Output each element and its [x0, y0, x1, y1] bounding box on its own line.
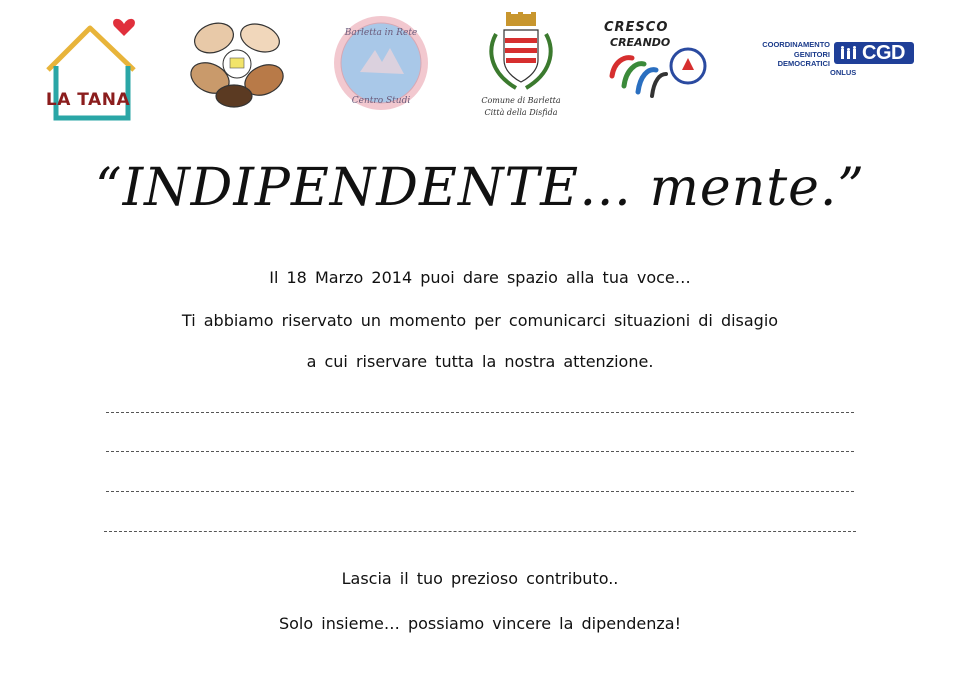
- cgd-text-block: [750, 40, 830, 69]
- write-line[interactable]: [106, 412, 854, 413]
- cgd-onlus: ONLUS: [830, 68, 857, 77]
- write-line[interactable]: [104, 531, 856, 532]
- intro-line-1: Il 18 Marzo 2014 puoi dare spazio alla tua voce…: [269, 268, 691, 287]
- logo-bar: [0, 0, 960, 130]
- closing-line-2: Solo insieme… possiamo vincere la dipendenza!: [278, 614, 681, 633]
- la-tana-logo: [42, 14, 142, 122]
- write-line[interactable]: [106, 491, 854, 492]
- cgd-logo: [750, 38, 920, 82]
- coat-of-arms-icon: [476, 12, 566, 96]
- intro-line-2: Ti abbiamo riservato un momento per comunicarci situazioni di disagio: [181, 311, 779, 330]
- cgd-line1: COORDINAMENTO: [762, 40, 830, 49]
- closing-line-1: Lascia il tuo prezioso contributo..: [341, 569, 619, 588]
- cresco-creando-logo: [598, 18, 710, 100]
- page-title: “INDIPENDENTE… mente.”: [95, 158, 865, 218]
- comune-text-line1: Comune di Barletta: [481, 96, 561, 105]
- cgd-line2: GENITORI: [793, 49, 830, 59]
- cresco-text-line1: CRESCO: [604, 20, 669, 35]
- comune-text-line2: Città della Disfida: [484, 108, 558, 117]
- heart-icon: [113, 19, 135, 36]
- write-line[interactable]: [106, 451, 854, 452]
- hands-icon: [186, 18, 288, 110]
- rete-text-bottom: Centro Studi: [351, 96, 411, 106]
- comune-barletta-logo: [476, 12, 566, 118]
- barletta-in-rete-logo: [330, 14, 432, 112]
- rete-text-top: Barletta in Rete: [344, 28, 418, 38]
- la-tana-text: LA TANA: [45, 90, 131, 110]
- cresco-text-line2: CREANDO: [610, 36, 671, 49]
- cgd-line3: DEMOCRATICI: [777, 59, 830, 68]
- cgd-acronym: CGD: [862, 42, 905, 64]
- hands-circle-logo: [186, 18, 288, 110]
- intro-line-3: a cui riservare tutta la nostra attenzione.: [306, 352, 654, 371]
- family-icon: [840, 46, 860, 60]
